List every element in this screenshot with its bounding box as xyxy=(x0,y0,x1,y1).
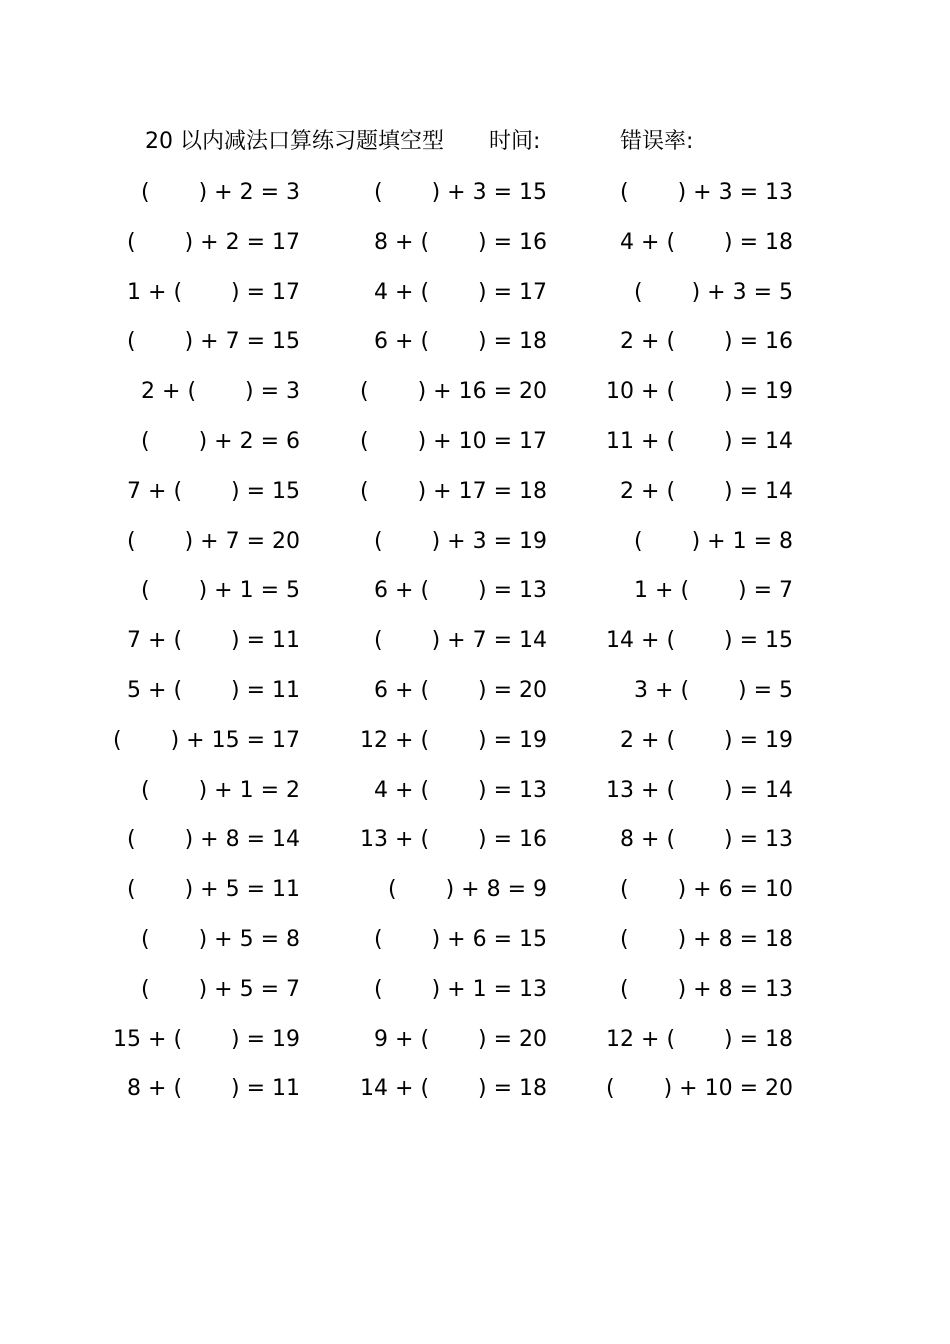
problem-row xyxy=(0,218,950,268)
problem-row xyxy=(0,815,950,865)
problem-cell: ( ) + 5 = 8 xyxy=(141,926,300,952)
problem-row xyxy=(0,915,950,965)
time-label: 时间: xyxy=(489,129,541,154)
problem-cell: ( ) + 6 = 10 xyxy=(620,877,793,903)
problem-cell: 4 + ( ) = 18 xyxy=(620,229,793,255)
problem-cell: 8 + ( ) = 13 xyxy=(620,827,793,853)
problem-cell: 6 + ( ) = 20 xyxy=(374,677,547,703)
problem-cell: ( ) + 3 = 5 xyxy=(634,279,793,305)
error-rate-label: 错误率: xyxy=(620,129,694,154)
problem-cell: 1 + ( ) = 17 xyxy=(127,279,300,305)
problem-cell: 8 + ( ) = 11 xyxy=(127,1076,300,1102)
problem-cell: ( ) + 16 = 20 xyxy=(360,379,547,405)
problem-row xyxy=(0,766,950,816)
problem-cell: 14 + ( ) = 15 xyxy=(606,628,793,654)
problem-row xyxy=(0,1015,950,1065)
problem-cell: ( ) + 10 = 17 xyxy=(360,428,547,454)
problem-cell: 6 + ( ) = 13 xyxy=(374,578,547,604)
problem-row xyxy=(0,566,950,616)
problem-cell: ( ) + 3 = 19 xyxy=(374,528,547,554)
problem-cell: ( ) + 2 = 6 xyxy=(141,428,300,454)
problem-cell: 2 + ( ) = 14 xyxy=(620,478,793,504)
problem-cell: 2 + ( ) = 19 xyxy=(620,727,793,753)
problem-cell: ( ) + 8 = 18 xyxy=(620,926,793,952)
problem-cell: ( ) + 8 = 9 xyxy=(388,877,547,903)
problem-row xyxy=(0,865,950,915)
problem-row xyxy=(0,616,950,666)
problem-cell: ( ) + 15 = 17 xyxy=(113,727,300,753)
problem-cell: 13 + ( ) = 16 xyxy=(360,827,547,853)
problem-cell: 5 + ( ) = 11 xyxy=(127,677,300,703)
problem-cell: ( ) + 3 = 13 xyxy=(620,180,793,205)
problem-row xyxy=(0,168,950,218)
problem-cell: 6 + ( ) = 18 xyxy=(374,329,547,355)
problem-cell: 13 + ( ) = 14 xyxy=(606,777,793,803)
worksheet-title: 20 以内减法口算练习题填空型 xyxy=(145,129,444,154)
problem-cell: ( ) + 6 = 15 xyxy=(374,926,547,952)
problem-cell: 1 + ( ) = 7 xyxy=(634,578,793,604)
problem-row xyxy=(0,317,950,367)
worksheet-header xyxy=(0,124,950,160)
problem-cell: ( ) + 2 = 3 xyxy=(141,180,300,205)
problem-cell: ( ) + 1 = 13 xyxy=(374,976,547,1002)
problem-row xyxy=(0,965,950,1015)
problem-cell: 8 + ( ) = 16 xyxy=(374,229,547,255)
problem-cell: 14 + ( ) = 18 xyxy=(360,1076,547,1102)
problem-cell: 12 + ( ) = 18 xyxy=(606,1026,793,1052)
problem-row xyxy=(0,417,950,467)
problem-cell: ( ) + 3 = 15 xyxy=(374,180,547,205)
problem-cell: 3 + ( ) = 5 xyxy=(634,677,793,703)
problem-cell: ( ) + 8 = 14 xyxy=(127,827,300,853)
problem-cell: ( ) + 1 = 5 xyxy=(141,578,300,604)
problem-cell: ( ) + 7 = 14 xyxy=(374,628,547,654)
problem-cell: 9 + ( ) = 20 xyxy=(374,1026,547,1052)
problem-cell: 7 + ( ) = 11 xyxy=(127,628,300,654)
problem-cell: ( ) + 8 = 13 xyxy=(620,976,793,1002)
problem-cell: ( ) + 17 = 18 xyxy=(360,478,547,504)
problem-cell: 2 + ( ) = 3 xyxy=(141,379,300,405)
problem-cell: 11 + ( ) = 14 xyxy=(606,428,793,454)
problem-cell: ( ) + 10 = 20 xyxy=(606,1076,793,1102)
problem-cell: ( ) + 2 = 17 xyxy=(127,229,300,255)
problem-grid xyxy=(0,168,950,1114)
problem-cell: ( ) + 7 = 15 xyxy=(127,329,300,355)
problem-cell: ( ) + 1 = 2 xyxy=(141,777,300,803)
problem-cell: ( ) + 5 = 7 xyxy=(141,976,300,1002)
problem-row xyxy=(0,367,950,417)
problem-row xyxy=(0,517,950,567)
problem-cell: ( ) + 5 = 11 xyxy=(127,877,300,903)
problem-cell: ( ) + 7 = 20 xyxy=(127,528,300,554)
problem-row xyxy=(0,1064,950,1114)
problem-cell: 2 + ( ) = 16 xyxy=(620,329,793,355)
problem-cell: 4 + ( ) = 17 xyxy=(374,279,547,305)
problem-cell: 10 + ( ) = 19 xyxy=(606,379,793,405)
problem-row xyxy=(0,268,950,318)
problem-cell: 4 + ( ) = 13 xyxy=(374,777,547,803)
problem-cell: 12 + ( ) = 19 xyxy=(360,727,547,753)
problem-row xyxy=(0,716,950,766)
problem-row xyxy=(0,666,950,716)
problem-cell: 7 + ( ) = 15 xyxy=(127,478,300,504)
problem-cell: ( ) + 1 = 8 xyxy=(634,528,793,554)
problem-row xyxy=(0,467,950,517)
problem-cell: 15 + ( ) = 19 xyxy=(113,1026,300,1052)
